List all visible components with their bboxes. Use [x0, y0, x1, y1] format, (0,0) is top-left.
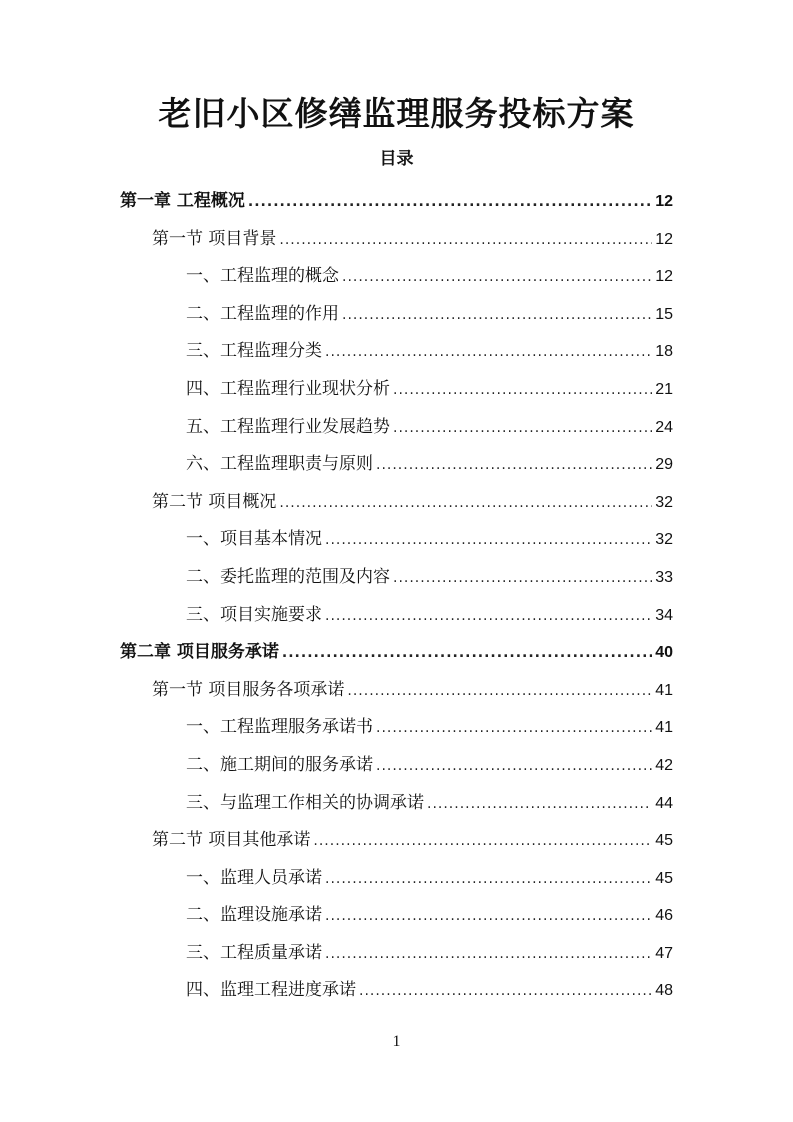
toc-leader-dots: [376, 758, 652, 774]
toc-entry-label: 三、工程监理分类: [186, 341, 322, 362]
toc-leader-dots: [393, 382, 652, 398]
toc-entry[interactable]: [152, 669, 673, 707]
table-of-contents: [0, 180, 793, 1007]
toc-entry[interactable]: [186, 932, 673, 970]
toc-entry-page: 21: [655, 380, 673, 398]
toc-entry[interactable]: [152, 481, 673, 519]
toc-entry[interactable]: [186, 518, 673, 556]
toc-entry-page: 47: [655, 944, 673, 962]
toc-entry[interactable]: [186, 330, 673, 368]
toc-leader-dots: [325, 908, 652, 924]
toc-entry[interactable]: [186, 255, 673, 293]
toc-leader-dots: [342, 269, 652, 285]
toc-leader-dots: [393, 570, 652, 586]
toc-entry-page: 44: [655, 794, 673, 812]
toc-entry-label: 一、项目基本情况: [186, 529, 322, 550]
toc-leader-dots: [325, 871, 652, 887]
toc-entry-page: 32: [655, 531, 673, 549]
toc-leader-dots: [342, 307, 652, 323]
toc-entry-page: 41: [655, 681, 673, 699]
toc-entry-page: 45: [655, 832, 673, 850]
toc-entry-label: 第一节 项目背景: [152, 228, 277, 249]
toc-leader-dots: [313, 833, 652, 849]
toc-entry[interactable]: [120, 180, 673, 218]
toc-entry-label: 第二节 项目其他承诺: [152, 830, 311, 851]
toc-entry-label: 第一章 工程概况: [120, 191, 245, 211]
toc-entry-page: 12: [655, 268, 673, 286]
toc-entry[interactable]: [186, 857, 673, 895]
toc-entry[interactable]: [186, 969, 673, 1007]
toc-entry-label: 三、工程质量承诺: [186, 942, 322, 963]
toc-entry[interactable]: [152, 819, 673, 857]
toc-entry-page: 34: [655, 606, 673, 624]
toc-leader-dots: [279, 495, 652, 511]
toc-entry-label: 六、工程监理职责与原则: [186, 454, 373, 475]
page-number: 1: [392, 1033, 401, 1050]
toc-entry[interactable]: [120, 631, 673, 669]
toc-entry-label: 一、监理人员承诺: [186, 867, 322, 888]
toc-entry-label: 第一节 项目服务各项承诺: [152, 679, 345, 700]
toc-entry-page: 12: [655, 193, 673, 210]
toc-entry-label: 四、监理工程进度承诺: [186, 980, 356, 1001]
toc-entry[interactable]: [186, 443, 673, 481]
toc-entry-page: 29: [655, 456, 673, 474]
toc-leader-dots: [325, 344, 652, 360]
toc-entry-label: 三、项目实施要求: [186, 604, 322, 625]
toc-entry-label: 一、工程监理的概念: [186, 266, 339, 287]
toc-leader-dots: [325, 532, 652, 548]
toc-entry[interactable]: [152, 218, 673, 256]
toc-entry-page: 32: [655, 493, 673, 511]
toc-leader-dots: [248, 194, 652, 210]
toc-entry[interactable]: [186, 556, 673, 594]
toc-entry[interactable]: [186, 368, 673, 406]
toc-entry-label: 四、工程监理行业现状分析: [186, 378, 390, 399]
toc-entry-label: 五、工程监理行业发展趋势: [186, 416, 390, 437]
toc-entry-page: 46: [655, 907, 673, 925]
toc-entry-label: 一、工程监理服务承诺书: [186, 717, 373, 738]
toc-entry[interactable]: [186, 293, 673, 331]
toc-entry-label: 第二章 项目服务承诺: [120, 642, 279, 663]
toc-entry[interactable]: [186, 894, 673, 932]
toc-entry-label: 第二节 项目概况: [152, 491, 277, 512]
toc-entry[interactable]: [186, 706, 673, 744]
toc-entry-page: 40: [655, 644, 673, 662]
toc-leader-dots: [359, 983, 652, 999]
toc-entry-page: 41: [655, 719, 673, 737]
toc-entry-label: 二、监理设施承诺: [186, 905, 322, 926]
toc-entry-page: 18: [655, 343, 673, 361]
toc-entry-page: 24: [655, 418, 673, 436]
toc-leader-dots: [347, 683, 652, 699]
toc-entry-page: 12: [655, 230, 673, 248]
toc-heading: 目录: [379, 149, 414, 169]
toc-leader-dots: [325, 946, 652, 962]
toc-entry-page: 33: [655, 568, 673, 586]
toc-entry-label: 三、与监理工作相关的协调承诺: [186, 792, 424, 813]
toc-leader-dots: [376, 457, 652, 473]
toc-entry[interactable]: [186, 594, 673, 632]
toc-entry-page: 45: [655, 869, 673, 887]
toc-entry[interactable]: [186, 744, 673, 782]
toc-entry-page: 48: [655, 982, 673, 1000]
toc-leader-dots: [376, 720, 652, 736]
toc-entry-page: 15: [655, 305, 673, 323]
toc-entry-label: 二、委托监理的范围及内容: [186, 566, 390, 587]
toc-entry-label: 二、施工期间的服务承诺: [186, 754, 373, 775]
toc-leader-dots: [282, 645, 652, 661]
toc-leader-dots: [279, 232, 652, 248]
toc-entry-label: 二、工程监理的作用: [186, 303, 339, 324]
toc-entry-page: 42: [655, 756, 673, 774]
toc-entry[interactable]: [186, 782, 673, 820]
toc-leader-dots: [325, 608, 652, 624]
toc-leader-dots: [393, 420, 652, 436]
document-title: 老旧小区修缮监理服务投标方案: [158, 94, 635, 133]
toc-leader-dots: [427, 796, 652, 812]
toc-entry[interactable]: [186, 406, 673, 444]
